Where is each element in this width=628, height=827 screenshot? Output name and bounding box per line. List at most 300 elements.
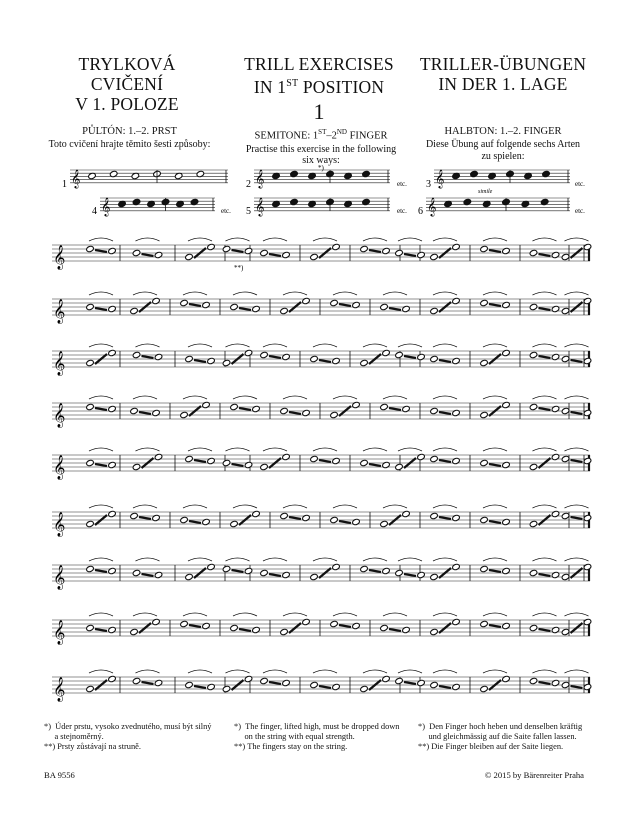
slur (483, 558, 507, 561)
notehead (252, 626, 261, 633)
notehead (132, 463, 141, 470)
slur (89, 558, 113, 561)
slur (398, 448, 422, 451)
treble-clef-icon: 𝄞 (53, 513, 66, 536)
beam (319, 686, 331, 688)
slur (533, 448, 557, 451)
beam (139, 412, 151, 414)
title-czech-line2: V 1. POLOZE (75, 94, 179, 114)
notehead (207, 243, 216, 250)
beam (571, 412, 583, 414)
notehead (395, 249, 404, 256)
treble-clef-icon: 𝄞 (53, 456, 66, 479)
way-label-6: 6 (418, 206, 423, 217)
small-clef-icon: 𝄞 (101, 199, 111, 216)
beam (489, 625, 501, 627)
notehead (452, 297, 461, 304)
notehead (260, 677, 269, 684)
notehead (430, 512, 439, 519)
slur (398, 238, 422, 241)
beam (571, 360, 583, 362)
footnote-german-1: *) Den Finger hoch heben und denselben kräftig (418, 722, 583, 731)
beam (95, 308, 107, 310)
notehead (132, 677, 141, 684)
notehead (529, 463, 538, 470)
footnote-czech-3: **) Prsty zůstávají na struně. (44, 742, 141, 751)
slur (233, 396, 257, 399)
notehead (561, 455, 570, 462)
instructions-english-text-1: Practise this exercise in the following (245, 143, 397, 155)
notehead (417, 251, 426, 258)
slur (283, 396, 307, 399)
slur (283, 613, 307, 616)
notehead (244, 461, 253, 468)
notehead (430, 253, 439, 260)
notehead (310, 573, 319, 580)
slur (565, 238, 589, 241)
beam (539, 629, 551, 631)
notehead (380, 624, 389, 631)
slur (333, 505, 357, 508)
slur (333, 613, 357, 616)
small-clef-icon: 𝄞 (427, 199, 437, 216)
slur (226, 448, 250, 451)
slur (136, 670, 160, 673)
slur (133, 505, 157, 508)
notehead (402, 405, 411, 412)
slur (383, 505, 407, 508)
beam (339, 625, 351, 627)
notehead (202, 401, 211, 408)
catalog-number: BA 9556 (44, 770, 75, 780)
notehead (260, 351, 269, 358)
notehead (551, 353, 560, 360)
way-simile: simile (478, 189, 493, 195)
notehead (502, 349, 511, 356)
notehead (430, 355, 439, 362)
notehead (202, 622, 211, 629)
beam (232, 570, 244, 572)
notehead (310, 355, 319, 362)
notehead (280, 628, 289, 635)
slur (398, 558, 422, 561)
notehead (452, 683, 461, 690)
notehead (551, 251, 560, 258)
beam (319, 360, 331, 362)
notehead (502, 247, 511, 254)
notehead (310, 253, 319, 260)
notehead (282, 453, 291, 460)
notehead (86, 685, 95, 692)
slur (398, 344, 422, 347)
way-label-5: 5 (246, 206, 251, 217)
slur (483, 292, 507, 295)
slur (433, 613, 457, 616)
slur (333, 292, 357, 295)
slur (188, 238, 212, 241)
notehead (152, 409, 161, 416)
notehead (480, 299, 489, 306)
notehead (130, 407, 139, 414)
notehead (480, 459, 489, 466)
notehead (230, 624, 239, 631)
notehead (480, 516, 489, 523)
footnotes-german (418, 722, 608, 752)
notehead (352, 622, 361, 629)
notehead (452, 243, 461, 250)
notehead (583, 409, 592, 416)
slur (183, 613, 207, 616)
beam (269, 682, 281, 684)
notehead (382, 567, 391, 574)
way-label-3: 3 (426, 179, 431, 190)
notehead (452, 563, 461, 570)
notehead (108, 305, 117, 312)
notehead (152, 297, 161, 304)
notehead (282, 571, 291, 578)
slur (565, 344, 589, 347)
beam (189, 304, 201, 306)
slur (363, 238, 387, 241)
slur (433, 238, 457, 241)
beam (539, 682, 551, 684)
slur (483, 396, 507, 399)
notehead (402, 510, 411, 517)
notehead (480, 685, 489, 692)
instructions-czech-text: Toto cvičení hrajte těmito šesti způsoby: (48, 139, 211, 150)
slur (483, 448, 507, 451)
footnote-english-2: on the string with equal strength. (234, 732, 355, 741)
notehead (480, 620, 489, 627)
notehead (352, 401, 361, 408)
notehead (583, 243, 592, 250)
notehead (502, 401, 511, 408)
slur (89, 396, 113, 399)
slur (283, 292, 307, 295)
notehead (452, 514, 461, 521)
slur (398, 670, 422, 673)
slur (433, 344, 457, 347)
beam (289, 517, 301, 519)
notehead (130, 628, 139, 635)
beam (339, 304, 351, 306)
notehead (583, 297, 592, 304)
slur (565, 670, 589, 673)
notehead (207, 357, 216, 364)
slur (183, 396, 207, 399)
beam (95, 629, 107, 631)
slur (89, 344, 113, 347)
notehead (222, 565, 231, 572)
notehead (529, 249, 538, 256)
notehead (430, 307, 439, 314)
notehead (132, 249, 141, 256)
exercise-number: 1 (313, 99, 325, 124)
slur (363, 558, 387, 561)
slur (433, 292, 457, 295)
notehead (382, 461, 391, 468)
notehead (252, 405, 261, 412)
notehead (330, 299, 339, 306)
notehead (180, 411, 189, 418)
slur (188, 344, 212, 347)
beam (489, 570, 501, 572)
notehead (244, 675, 253, 682)
notehead (561, 407, 570, 414)
notehead (230, 520, 239, 527)
slur (136, 558, 160, 561)
title-german-line1: TRILLER-ÜBUNGEN (419, 54, 587, 74)
notehead (360, 565, 369, 572)
notehead (302, 618, 311, 625)
small-clef-icon: 𝄞 (435, 171, 445, 188)
notehead (583, 514, 592, 521)
slur (313, 344, 337, 347)
slur (433, 670, 457, 673)
notehead (360, 359, 369, 366)
notehead (561, 355, 570, 362)
notehead (86, 565, 95, 572)
notehead (551, 453, 560, 460)
slur (89, 613, 113, 616)
notehead (282, 251, 291, 258)
beam (269, 574, 281, 576)
slur (383, 613, 407, 616)
beam (439, 412, 451, 414)
notehead (330, 516, 339, 523)
notehead (185, 253, 194, 260)
notehead (452, 357, 461, 364)
slur (183, 505, 207, 508)
notehead (280, 407, 289, 414)
score-layer (52, 170, 592, 702)
notehead (502, 461, 511, 468)
notehead (332, 243, 341, 250)
slur (313, 238, 337, 241)
slur (433, 558, 457, 561)
notehead (108, 675, 117, 682)
notehead (529, 677, 538, 684)
slur (565, 558, 589, 561)
notehead (86, 303, 95, 310)
notehead (230, 403, 239, 410)
treble-clef-icon: 𝄞 (53, 246, 66, 269)
notehead (502, 675, 511, 682)
notehead (86, 624, 95, 631)
beam (369, 250, 381, 252)
notehead (202, 518, 211, 525)
notehead (395, 351, 404, 358)
slur (89, 292, 113, 295)
slur (133, 396, 157, 399)
treble-clef-icon: 𝄞 (53, 678, 66, 701)
notehead (282, 353, 291, 360)
copyright: © 2015 by Bärenreiter Praha (484, 770, 584, 780)
notehead (551, 626, 560, 633)
beam (142, 254, 154, 256)
notehead (154, 571, 163, 578)
slur (136, 238, 160, 241)
notehead (561, 573, 570, 580)
beam (95, 250, 107, 252)
slur (233, 292, 257, 295)
slur (533, 238, 557, 241)
notehead (430, 407, 439, 414)
notehead (583, 618, 592, 625)
beam (189, 521, 201, 523)
slur (565, 448, 589, 451)
instructions-english-text-2: six ways: (302, 155, 340, 166)
notehead (86, 245, 95, 252)
beam (139, 517, 151, 519)
slur (188, 670, 212, 673)
beam (194, 686, 206, 688)
notehead (502, 301, 511, 308)
footnotes-czech (44, 722, 229, 752)
slur (483, 505, 507, 508)
instructions-czech-heading: PŮLTÓN: 1.–2. PRST (82, 126, 177, 137)
notehead (382, 675, 391, 682)
beam (319, 460, 331, 462)
notehead (452, 409, 461, 416)
beam (571, 517, 583, 519)
notehead (529, 520, 538, 527)
slur (383, 396, 407, 399)
slur (188, 448, 212, 451)
notehead (185, 573, 194, 580)
notehead (417, 571, 426, 578)
slur (133, 292, 157, 295)
notehead (207, 457, 216, 464)
beam (439, 360, 451, 362)
notehead (529, 569, 538, 576)
notehead (430, 681, 439, 688)
slur (565, 292, 589, 295)
notehead (332, 357, 341, 364)
beam (489, 464, 501, 466)
slur (363, 670, 387, 673)
notehead (551, 510, 560, 517)
notehead (310, 455, 319, 462)
slur (313, 448, 337, 451)
slur (483, 613, 507, 616)
notehead (132, 351, 141, 358)
beam (489, 250, 501, 252)
slur (533, 613, 557, 616)
slur (263, 238, 287, 241)
slur (565, 505, 589, 508)
beam (369, 464, 381, 466)
notehead (207, 563, 216, 570)
notehead (180, 516, 189, 523)
notehead (154, 679, 163, 686)
instructions-german-heading: HALBTON: 1.–2. FINGER (444, 126, 562, 137)
notehead (452, 618, 461, 625)
notehead (222, 685, 231, 692)
slur (383, 292, 407, 295)
slur (89, 448, 113, 451)
notehead (561, 628, 570, 635)
beam (189, 625, 201, 627)
slur (226, 344, 250, 347)
slur (565, 613, 589, 616)
notehead (108, 567, 117, 574)
way-etc-2: etc. (397, 180, 407, 188)
notehead (561, 253, 570, 260)
instructions-english-heading: SEMITONE: 1ST–2ND FINGER (254, 128, 388, 142)
slur (333, 396, 357, 399)
slur (89, 670, 113, 673)
title-english-line2: IN 1ST POSITION (253, 76, 385, 97)
mark-fingers-stay: **) (234, 264, 244, 272)
slur (183, 292, 207, 295)
notehead (108, 510, 117, 517)
notehead (360, 245, 369, 252)
instructions-german-text-1: Diese Übung auf folgende sechs Arten (425, 139, 581, 150)
small-clef-icon: 𝄞 (255, 199, 265, 216)
beam (539, 574, 551, 576)
beam (389, 408, 401, 410)
way-etc-6: etc. (575, 207, 585, 215)
notehead (480, 411, 489, 418)
slur (483, 238, 507, 241)
notehead (502, 518, 511, 525)
notehead (86, 520, 95, 527)
notehead (360, 685, 369, 692)
notehead (244, 247, 253, 254)
instructions-german-text-2: zu spielen: (481, 150, 525, 162)
notehead (130, 512, 139, 519)
notehead (86, 359, 95, 366)
treble-clef-icon: 𝄞 (53, 621, 66, 644)
notehead (561, 512, 570, 519)
slur (188, 558, 212, 561)
notehead (480, 565, 489, 572)
notehead (154, 453, 163, 460)
notehead (529, 351, 538, 358)
beam (404, 254, 416, 256)
notehead (252, 305, 261, 312)
beam (289, 412, 301, 414)
notehead (360, 459, 369, 466)
notehead (280, 512, 289, 519)
notehead (480, 245, 489, 252)
slur (136, 344, 160, 347)
notehead (180, 620, 189, 627)
notehead (86, 459, 95, 466)
beam (194, 460, 206, 462)
notehead (352, 518, 361, 525)
slur (89, 505, 113, 508)
footnote-czech-1: *) Úder prstu, vysoko zvednutého, musí být silný (44, 722, 212, 731)
slur (263, 670, 287, 673)
slur (533, 292, 557, 295)
notehead (417, 453, 426, 460)
notehead (561, 307, 570, 314)
notehead (430, 573, 439, 580)
beam (404, 356, 416, 358)
slur (133, 613, 157, 616)
slur (483, 670, 507, 673)
notehead (260, 569, 269, 576)
notehead (380, 403, 389, 410)
beam (439, 460, 451, 462)
beam (239, 629, 251, 631)
footnotes-english (234, 722, 416, 752)
slur (283, 505, 307, 508)
way-label-4: 4 (92, 206, 97, 217)
title-czech-line1: TRYLKOVÁ CVIČENÍ (78, 54, 176, 94)
